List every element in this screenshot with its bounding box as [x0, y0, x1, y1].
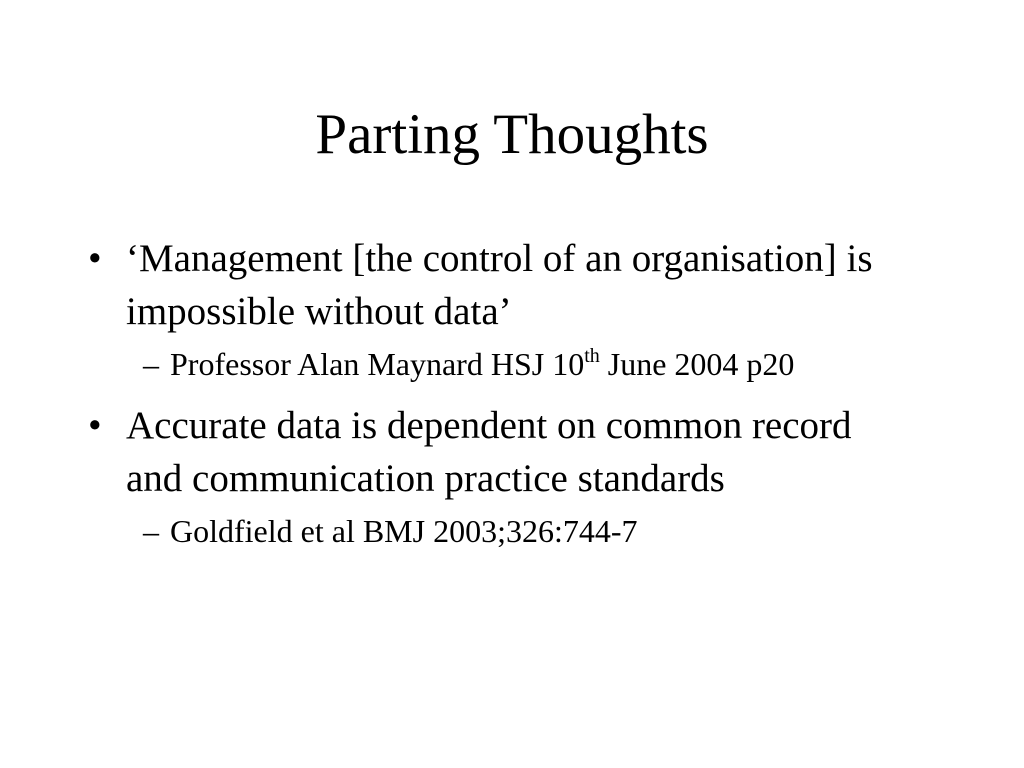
- sub-item-goldfield-citation: [88, 509, 908, 554]
- bullet-text: Accurate data is dependent on common record and communication practice standards: [126, 404, 852, 500]
- sub-text-before: Professor Alan Maynard HSJ 10: [170, 346, 585, 382]
- bullet-item-management-quote: [88, 232, 908, 338]
- sub-bullet-marker: –: [143, 513, 159, 549]
- sub-text-after: June 2004 p20: [599, 346, 795, 382]
- bullet-marker: •: [88, 237, 102, 280]
- slide-title: Parting Thoughts: [315, 103, 709, 166]
- sub-item-maynard-citation: [88, 342, 908, 387]
- sub-bullet-marker: –: [143, 346, 159, 382]
- sub-text: Goldfield et al BMJ 2003;326:744-7: [170, 513, 638, 549]
- slide-body: [88, 232, 908, 554]
- sub-text-superscript: th: [584, 345, 600, 367]
- bullet-text: ‘Management [the control of an organisation] is impossible without data’: [126, 237, 873, 333]
- bullet-marker: •: [88, 404, 102, 447]
- bullet-item-accurate-data: [88, 399, 908, 505]
